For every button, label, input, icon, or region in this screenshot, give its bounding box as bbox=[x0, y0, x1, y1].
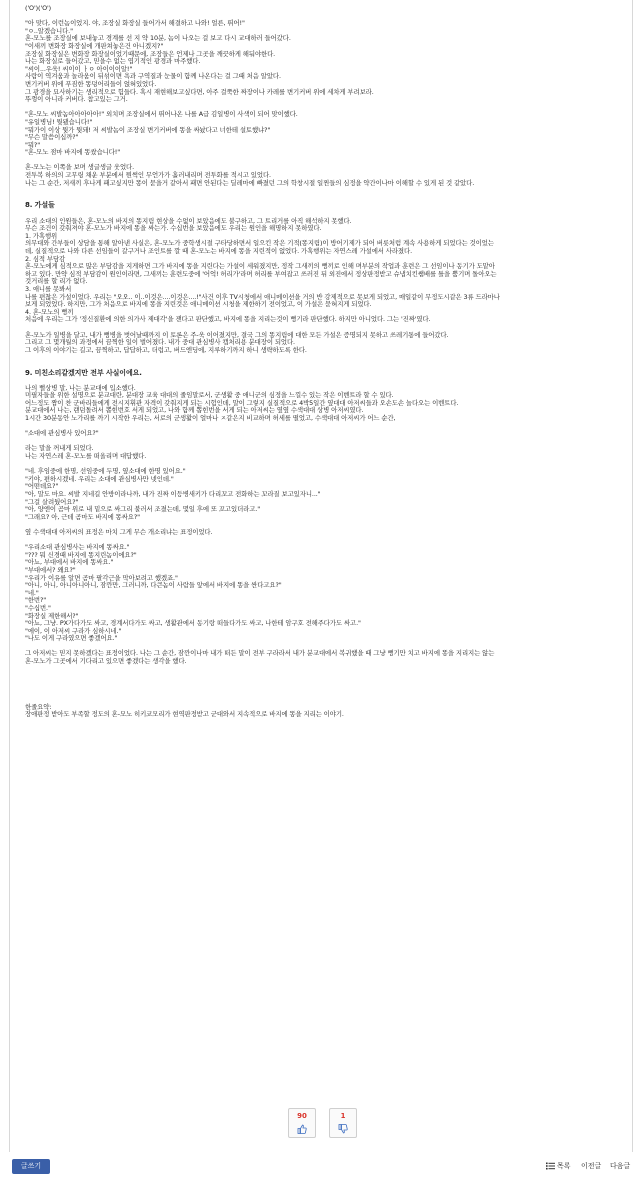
upvote-button[interactable] bbox=[288, 1108, 316, 1138]
thumbs-down-icon bbox=[338, 1124, 348, 1134]
list-icon bbox=[546, 1162, 555, 1170]
post-paragraph: 나의 뻘상병 말, 나는 분교대에 입소했다. 미필자들을 위한 설명으로 분교대란, 분대장 교육 대대의 줄임말로서, 군생활 중 애니군의 심정을 느낄수 있는 작은 이벤트라 할 수 있다. 어느정도 짬이 찬 군바리들에게 전시지휘관 자격이 갖춰지게 되는 시험인데, 말이 그렇지 실질적으로 4박5일간 옆대대 아저씨들과 오손도손 놀다오는 이벤트다. 분교대에서 나는, 랜덤돌려서 뽑힌번호 서게 되었고, 나와 함께 뽑힌번을 서게 되는 아저씨는 옆옆 수색대대 상병 아저씨였다. 1시간 30분동안 노가리를 까기 시작한 우리는, 서로의 군생활이 얼마나 ㅈ같은지 비교하며 허세를 떨었고, 수색대대 아저씨가 어느 순간, bbox=[25, 383, 459, 423]
write-post-button[interactable]: 글쓰기 bbox=[12, 1159, 50, 1174]
post-paragraph bbox=[25, 423, 625, 431]
post-paragraph bbox=[25, 187, 625, 195]
post-paragraph bbox=[25, 673, 625, 681]
post-paragraph: "네. 후임중에 한명, 선임중에 두명, 옆소대에 한명 있어요." "키야, 편하시겠네. 우리는 소대에 관심병사만 넷인데." "어떤데요?" "아, 말도 마요. 씨발 지네길 안방이라나까, 내가 진짜 이등병새키가 다리꼬고 전화하는 꼬라질 보고있자니..." "그걸 살려뒀어요?" "아, 양엔이 곰마 위로 내 밑으로 싸그리 불러서 조졌는데, 몇일 후에 또 꼬고있더라고." "그래요? 아, 근데 곰마도 바지에 똥싸요?" bbox=[25, 467, 321, 521]
post-paragraph bbox=[25, 666, 625, 674]
post-paragraph: 라는 말을 꺼내게 되었다. 나는 자연스레 혼-모노를 떠올리며 대답했다. bbox=[25, 444, 147, 461]
post-paragraph bbox=[25, 688, 625, 696]
post-paragraph bbox=[25, 681, 625, 689]
post-paragraph: 혼-모노가 일병을 달고, 내가 뻥병을 벗어날때까지 이 토론은 주-욱 이어졌지만, 결국 그의 똥지림에 대한 모든 가설은 증명되지 못하고 쓰레기통에 들어갔다. 그리고 그 몇개월의 과정에서 끔찍한 일이 벌어졌다. 내가 중대 관심병사 캡처리용 분대장이 되었다. 그 이후의 이야기는 길고, 끔찍하고, 답답하고, 더럽고, 버드엔딩에, 지루하기까지 하니 생략하도록 한다. bbox=[25, 330, 449, 354]
post-paragraph: "혼-모노 씨발놈아아아아아!" 외치며 조장실에서 뛰어나온 나를 A급 김일병이 사색이 되어 맞이했다. "유일병님! 뭣됐습니다!" "뭐가이 이상 뭣가 뭣돼! 저 씨발놈이 조장실 변기커버에 똥을 싸놨다고 너한테 설토했냐?" "무슨 말씀이십까?" "뭐?" "혼-모노 점마 바지에 똥쌌습니다!" bbox=[25, 110, 298, 157]
post-paragraph: 그 아저씨는 믿지 못하겠다는 표정이었다. 나는 그 순간, 잠깐이나마 내가 떠든 말이 전부 구라라서 내가 분교대에서 복귀했을 때 그냥 뻥기만 치고 바지에 똥을 지리지는 않는 혼-모노가 그곳에서 기다리고 있으면 좋겠다는 생각을 했다. bbox=[25, 649, 495, 666]
post-paragraph bbox=[25, 696, 625, 704]
thumbs-up-icon bbox=[297, 1124, 307, 1134]
post-paragraph: 옆 수색대대 아저씨의 표정은 마치 그게 무슨 개소리냐는 표정이었다. bbox=[25, 527, 213, 536]
post-paragraph bbox=[25, 354, 625, 362]
next-post-link[interactable]: 다음글 bbox=[610, 1162, 631, 1170]
post-paragraph bbox=[25, 195, 625, 203]
prev-post-link[interactable]: 이전글 bbox=[581, 1162, 602, 1170]
downvote-count: 1 bbox=[340, 1112, 346, 1120]
post-paragraph: 우리 소대의 인원들은, 혼-모노의 바지의 똥지림 현상을 수없이 보았음에도 불구하고, 그 트리거를 아직 해석하지 못했다. 무슨 조건이 갖춰져야 혼-모노가 바지에 똥을 싸는가. 수십번을 보았음에도 우리는 원인을 해명하지 못하였다. 1. 가혹행위 의무대와 간부들이 상담을 통해 알아낸 사실은, 혼-모노가 중학생시절 구타당하면서 일으킨 작은 기적(똥지림)이 방어기제가 되어 버릇처럼 계속 사용하게 되었다는 것이었는 데, 실질적으로 나와 다른 선임들이 갈구거나 조인트를 깔 때 혼-모노는 바지에 똥을 지린적이 없었다. 가혹행위는 자연스레 가설에서 사라졌다. 2. 심적 부담감 혼-모노에게 심적으로 많은 부담감을 지게하면 그가 바지에 똥을 지린다는 가설이 세워졌지만, 정작 그새끼의 뻥끼로 인해 며부분의 작업과 훈련은 그 선임이나 동기가 도맡아 하고 있다. 만약 심적 부담감이 원인이라면, 그새끼는 훈련도중에 '어억! 허리가'라며 허리를 부여잡고 쓰러진 뒤 외진에서 정상판정받고 슈냅치킨쌤배를 틀을 뿜기며 돌아오는 것거리를 할 리가 없다. 3. 애니를 못봐서 나를 편찮은 가설이었다. 우리는 "오오.. 이..이것은....이것은....!"사건 이후 TV시청에서 애니메이션을 거의 반 강제적으로 못보게 되었고, 매일같이 무정도시같은 3류 드라마나 보게 되었었다. 하지만, 그가 처음으로 바지에 똥을 지린것은 애니메이션 시청을 제한하기 전이었고, 이 가설은 묻혀지게 되었다. 4. 혼-모노의 뻥끼 처음에 우리는 그가 '정신질환에 의한 의가사 제대각'을 잰다고 판단했고, 바지에 똥을 지리는것이 뻥기라 판단했다. 하지만 아니었다. 그는 '진짜'였다. bbox=[25, 216, 500, 324]
section-heading: 9. 미친소리같겠지만 전부 사실이에요. bbox=[25, 368, 142, 377]
post-paragraph: "소대에 관심병사 있어요?" bbox=[25, 429, 99, 438]
post-paragraph bbox=[25, 438, 625, 446]
post-paragraph: "우리소대 관심병사는 바지에 똥싸요." "??? 뭐 신경때 바지에 똥지린놈이에요?" "아뇨, 부대에서 바지에 똥싸요." "부대에서? 왜요?" "우리가 이유를 알면 곰마 팔각근을 막아보려고 했겠죠." "아니, 아니, 아니아니아니, 잠깐만, 그러니까, 다큰놈이 사람들 앞에서 바지에 똥을 싼다고요?" "네." "한번?" "수십번." "화장실 제한해서?" "아뇨, 그냥. PX가다가도 싸고, 경계서다가도 싸고, 생활관에서 동기랑 떠들다가도 싸고, 나한테 암구호 전해주다가도 싸고." "에이, 이 아저씨 구라가 심하시네." "나도 이게 구라였으면 좋겠어요." bbox=[25, 543, 361, 643]
downvote-button[interactable] bbox=[329, 1108, 357, 1138]
section-heading: 8. 가설들 bbox=[25, 201, 55, 210]
list-link[interactable]: 목록 bbox=[557, 1162, 571, 1170]
upvote-count: 90 bbox=[297, 1112, 307, 1120]
post-paragraph: 한줄요약: 장애판정 받아도 부족할 정도의 혼-모노 히키코모리가 현역판정받고 군대와서 지속적으로 바지에 똥을 지리는 이야기. bbox=[25, 702, 344, 719]
post-paragraph: 혼-모노는 이쪽을 보며 생글생글 웃었다. 전투복 하의의 고무링 채운 부분에서 뭔썩인 무언가가 흘러내리며 전투화를 적시고 있었다. 나는 그 순간, 저새끼 후나게 패고싶지만 똥이 묻을거 같아서 패면 안된다는 딜레마에 빠졌던 그의 학창시절 일찐들의 심정을 약간이나마 이해할 수 있게 된 것 같았다. bbox=[25, 163, 475, 187]
post-body bbox=[25, 5, 625, 719]
post-paragraph: ('O')('O') bbox=[25, 4, 52, 12]
post-paragraph: "아 맞다, 이런놈이었지. 야, 조장실 화장실 들어가서 해결하고 나와! 얼른, 뛰어!" "ㅇ..알겠습니다." 혼-모노를 조장실에 보내놓고 경계를 선 지 약 10분, 놈이 나오는 걸 보고 다시 교대하러 들어갔다. "이새끼 변화장 화장실에 개판쳐놓은건 아니겠지?" 조장실 화장실은 변화장 화장실이었기때문에, 조장들은 언제나 그곳을 깨끗하게 해둬야한다. 나는 화장실로 들어갔고, 믿을수 없는 엽기적인 광경과 마주했다. "씨이...우욱! 씨이이 ㅏㅇ 아이이이알!" 사람이 역겨움과 놀라움이 뒤섞이면 욕과 구역질과 눈물이 함께 나온다는 걸 그때 처음 알았다. 변기커버 위에 푸짐한 똥덩어리들이 얹혀있었다. 그 광경을 묘사하기는 생리적으로 힘들다. 혹시 재현해보고싶다면, 아주 걸쭉한 짜장이나 카레를 변기커버 위에 세차게 부려보라. 뚜껑이 아니라 커버다. 참고있는 그거. bbox=[25, 19, 374, 104]
